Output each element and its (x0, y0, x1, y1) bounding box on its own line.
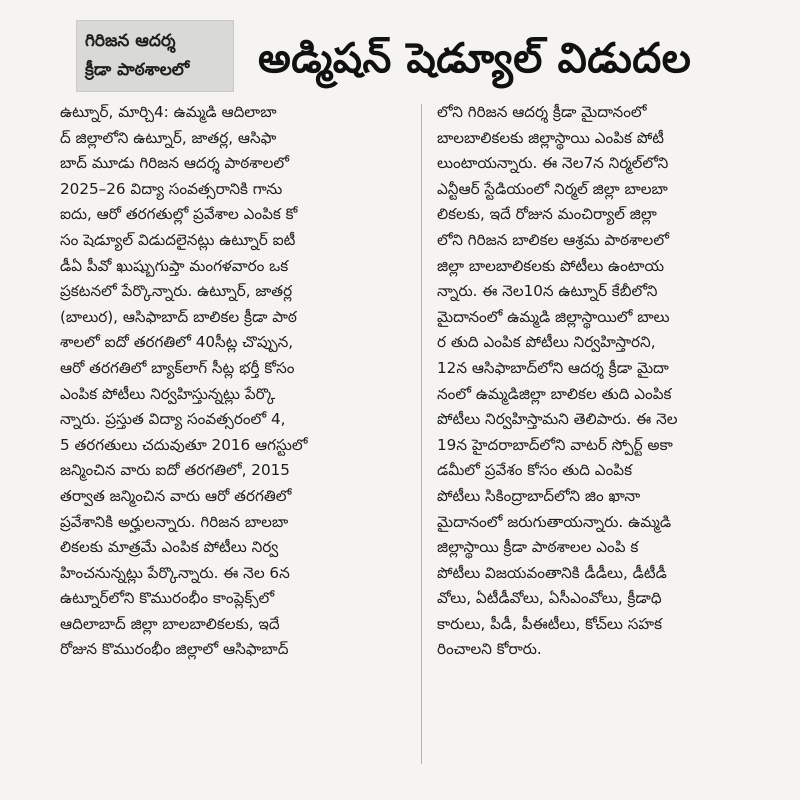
article-text-line: ఉట్నూర్‌లోని కొమురంభీం కాంప్లెక్స్‌లో (60, 589, 275, 608)
article-text-line: ద్ జిల్లాలోని ఉట్నూర్, జాతర్ల, ఆసిఫా (60, 128, 277, 147)
kicker-line-1: గిరిజన ఆదర్శ (85, 31, 176, 51)
article-text-line: లోని గిరిజన బాలికల ఆశ్రమ పాఠశాలలో (437, 230, 669, 249)
article-column-left (60, 100, 403, 663)
article-text-line: జిల్లా బాలబాలికలకు పోటీలు ఉంటాయ (437, 256, 664, 275)
article-text-line: కారులు, పీడీ, పీఈటీలు, కోచ్‌లు సహక (437, 614, 663, 633)
article-text-line: ప్రవేశానికి అర్హులన్నారు. గిరిజన బాలబా (60, 512, 289, 531)
article-text-line: హించనున్నట్లు పేర్కొన్నారు. ఈ నెల 6న (60, 563, 290, 582)
article-text-line: శాలలో ఐదో తరగతిలో 40సీట్ల చొప్పున, (60, 333, 294, 352)
article-text-line: రోజున కొమురంభీం జిల్లాలో ఆసిఫాబాద్ (60, 640, 289, 659)
article-text-line: 12న ఆసిఫాబాద్‌లోని ఆదర్శ క్రీడా మైదా (437, 358, 669, 377)
article-text-line: బాలబాలికలకు జిల్లాస్థాయి ఎంపిక పోటీ (437, 128, 664, 147)
article-text-line: ఐదు, ఆరో తరగతుల్లో ప్రవేశాల ఎంపిక కో (60, 205, 298, 224)
article-text-line: పోటీలు విజయవంతానికి డీడీలు, డీటీడీ (437, 563, 667, 582)
article-text-line: డీఏ పీవో ఖుష్బుగుప్తా మంగళవారం ఒక (60, 256, 289, 275)
article-text-line: మైదానంలో జరుగుతాయన్నారు. ఉమ్మడి (437, 512, 672, 531)
article-text-line: 19న హైదరాబాద్‌లోని వాటర్ స్పోర్ట్ అకా (437, 435, 673, 454)
article-text-line: న్నారు. ఈ నెల10న ఉట్నూర్ కేబీలోని (437, 282, 658, 301)
article-text-line: డమీలో ప్రవేశం కోసం తుది ఎంపిక (437, 461, 632, 480)
article-text-line: ఆదిలాబాద్ జిల్లా బాలబాలికలకు, ఇదే (60, 614, 280, 633)
article-text-line: జిల్లాస్థాయి క్రీడా పాఠశాలల ఎంపి క (437, 538, 639, 557)
article-text-line: 2025–26 విద్యా సంవత్సరానికి గాను (60, 179, 283, 198)
section-kicker-box (76, 20, 234, 92)
article-text-line: లికలకు, ఇదే రోజున మంచిర్యాల్ జిల్లా (437, 205, 657, 224)
article-text-line: సం షెడ్యూల్ విడుదలైనట్లు ఉట్నూర్ ఐటీ (60, 230, 296, 249)
article-text-line: రించాలని కోరారు. (437, 640, 542, 659)
article-text-line: ఎన్టీఆర్ స్టేడియంలో నిర్మల్ జిల్లా బాలబా (437, 179, 668, 198)
article-text-line: నంలో ఉమ్మడిజిల్లా బాలికల తుది ఎంపిక (437, 384, 672, 403)
article-text-line: న్నారు. ప్రస్తుత విద్యా సంవత్సరంలో 4, (60, 410, 286, 429)
article-text-line: తర్వాత జన్మించిన వారు ఆరో తరగతిలో (60, 486, 292, 505)
article-text-line: ఆరో తరగతిలో బ్యాక్‌లాగ్ సీట్ల భర్తీ కోసం (60, 358, 295, 377)
kicker-line-2: క్రీడా పాఠశాలలో (85, 60, 190, 80)
article-text-line: వోలు, ఏటీడీవోలు, ఏసీఎంవోలు, క్రీడాధి (437, 589, 662, 608)
article-text-line: పోటీలు సికింద్రాబాద్‌లోని జిం ఖానా (437, 486, 641, 505)
article-text-line: పోటీలు నిర్వహిస్తామని తెలిపారు. ఈ నెల (437, 410, 678, 429)
article-text-line: ఉట్నూర్, మార్చి4: ఉమ్మడి ఆదిలాబా (60, 103, 277, 121)
article-text-line: లుంటాయన్నారు. ఈ నెల7న నిర్మల్‌లోని (437, 154, 669, 173)
column-divider (421, 104, 422, 764)
article-text-line: మైదానంలో ఉమ్మడి జిల్లాస్థాయిలో బాలు (437, 307, 670, 326)
headline: అడ్మిషన్ షెడ్యూల్ విడుదల (258, 34, 692, 82)
article-text-line: బాద్ మూడు గిరిజన ఆదర్శ పాఠశాలలో (60, 154, 290, 173)
article-text-line: లోని గిరిజన ఆదర్శ క్రీడా మైదానంలో (437, 103, 647, 121)
article-text-line: లికలకు మాత్రమే ఎంపిక పోటీలు నిర్వ (60, 538, 279, 557)
article-text-line: జన్మించిన వారు ఐదో తరగతిలో, 2015 (60, 461, 290, 480)
article-text-line: 5 తరగతులు చదువుతూ 2016 ఆగస్టులో (60, 435, 308, 454)
article-text-line: ప్రకటనలో పేర్కొన్నారు. ఉట్నూర్, జాతర్ల (60, 282, 293, 301)
article-column-right (437, 100, 780, 663)
article-text-line: ర తుది ఎంపిక పోటీలు నిర్వహిస్తారని, (437, 333, 656, 352)
article-text-line: (బాలుర), ఆసిఫాబాద్ బాలికల క్రీడా పాఠ (60, 307, 297, 326)
article-text-line: ఎంపిక పోటీలు నిర్వహిస్తున్నట్లు పేర్కొ (60, 384, 276, 403)
